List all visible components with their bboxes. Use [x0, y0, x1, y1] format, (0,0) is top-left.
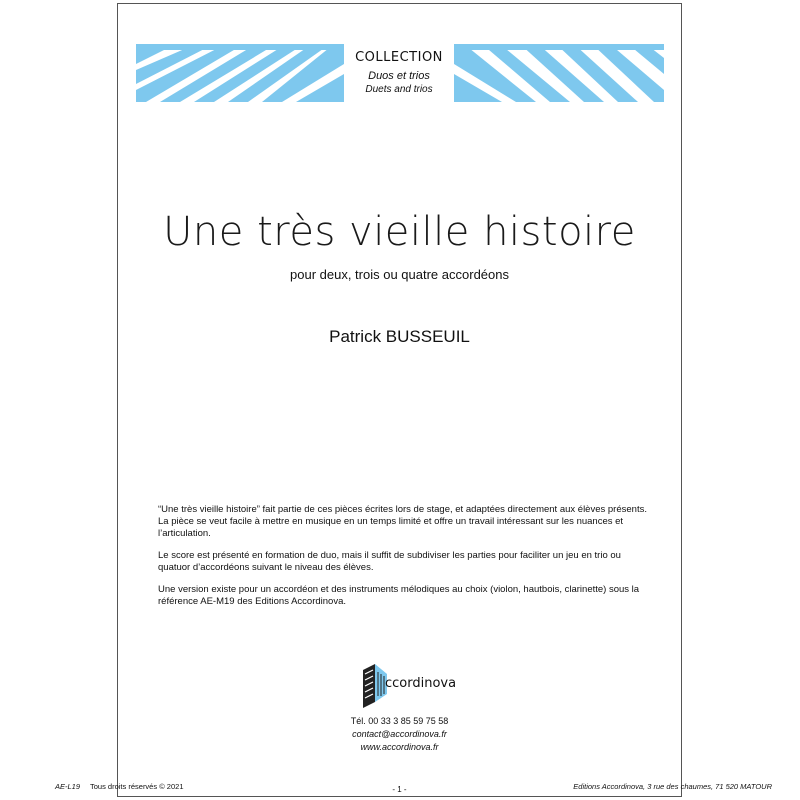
- logo-text: ccordinova: [385, 676, 457, 691]
- catalog-reference: AE-L19: [55, 782, 81, 791]
- collection-banner: [136, 44, 664, 102]
- email-link[interactable]: contact@accordinova.fr: [352, 729, 447, 739]
- description-paragraph: Une version existe pour un accordéon et des instruments mélodiques au choix (violon, hautbois, clarinette) sous la référence AE-M19 des Editions Accordinova.: [158, 584, 640, 607]
- description-paragraph: Le score est présenté en formation de duo, mais il suffit de subdiviser les parties pour faciliter un jeu en trio ou quatuor d’accordéons suivant le niveau des élèves.: [158, 550, 621, 573]
- phone-number: Tél. 00 33 3 85 59 75 58: [350, 716, 449, 726]
- description-paragraph: “Une très vieille histoire” fait partie de ces pièces écrites lors de stage, et adaptées directement aux élèves présents. La pièce se veut facile à mettre en musique en un temps limité et offre un travail intéressant sur les nuances et l’articulation.: [158, 504, 647, 539]
- contact-block: [118, 715, 681, 754]
- publisher-address: Editions Accordinova, 3 rue des chaumes, 71 520 MATOUR: [573, 782, 772, 791]
- composer-name: Patrick BUSSEUIL: [329, 327, 470, 346]
- publisher-logo: [361, 664, 457, 709]
- copyright-notice: Tous droits réservés © 2021: [90, 782, 184, 791]
- series-name-en: Duets and trios: [365, 84, 433, 95]
- score-cover-page: [117, 3, 682, 797]
- page-number: - 1 -: [392, 785, 407, 794]
- series-name-fr: Duos et trios: [368, 70, 430, 82]
- description-block: [158, 504, 648, 618]
- collection-label-box: [344, 44, 454, 102]
- website-link[interactable]: www.accordinova.fr: [360, 742, 439, 752]
- collection-title: COLLECTION: [355, 50, 443, 65]
- piece-subtitle: pour deux, trois ou quatre accordéons: [290, 267, 509, 282]
- piece-title: Une très vieille histoire: [163, 209, 636, 255]
